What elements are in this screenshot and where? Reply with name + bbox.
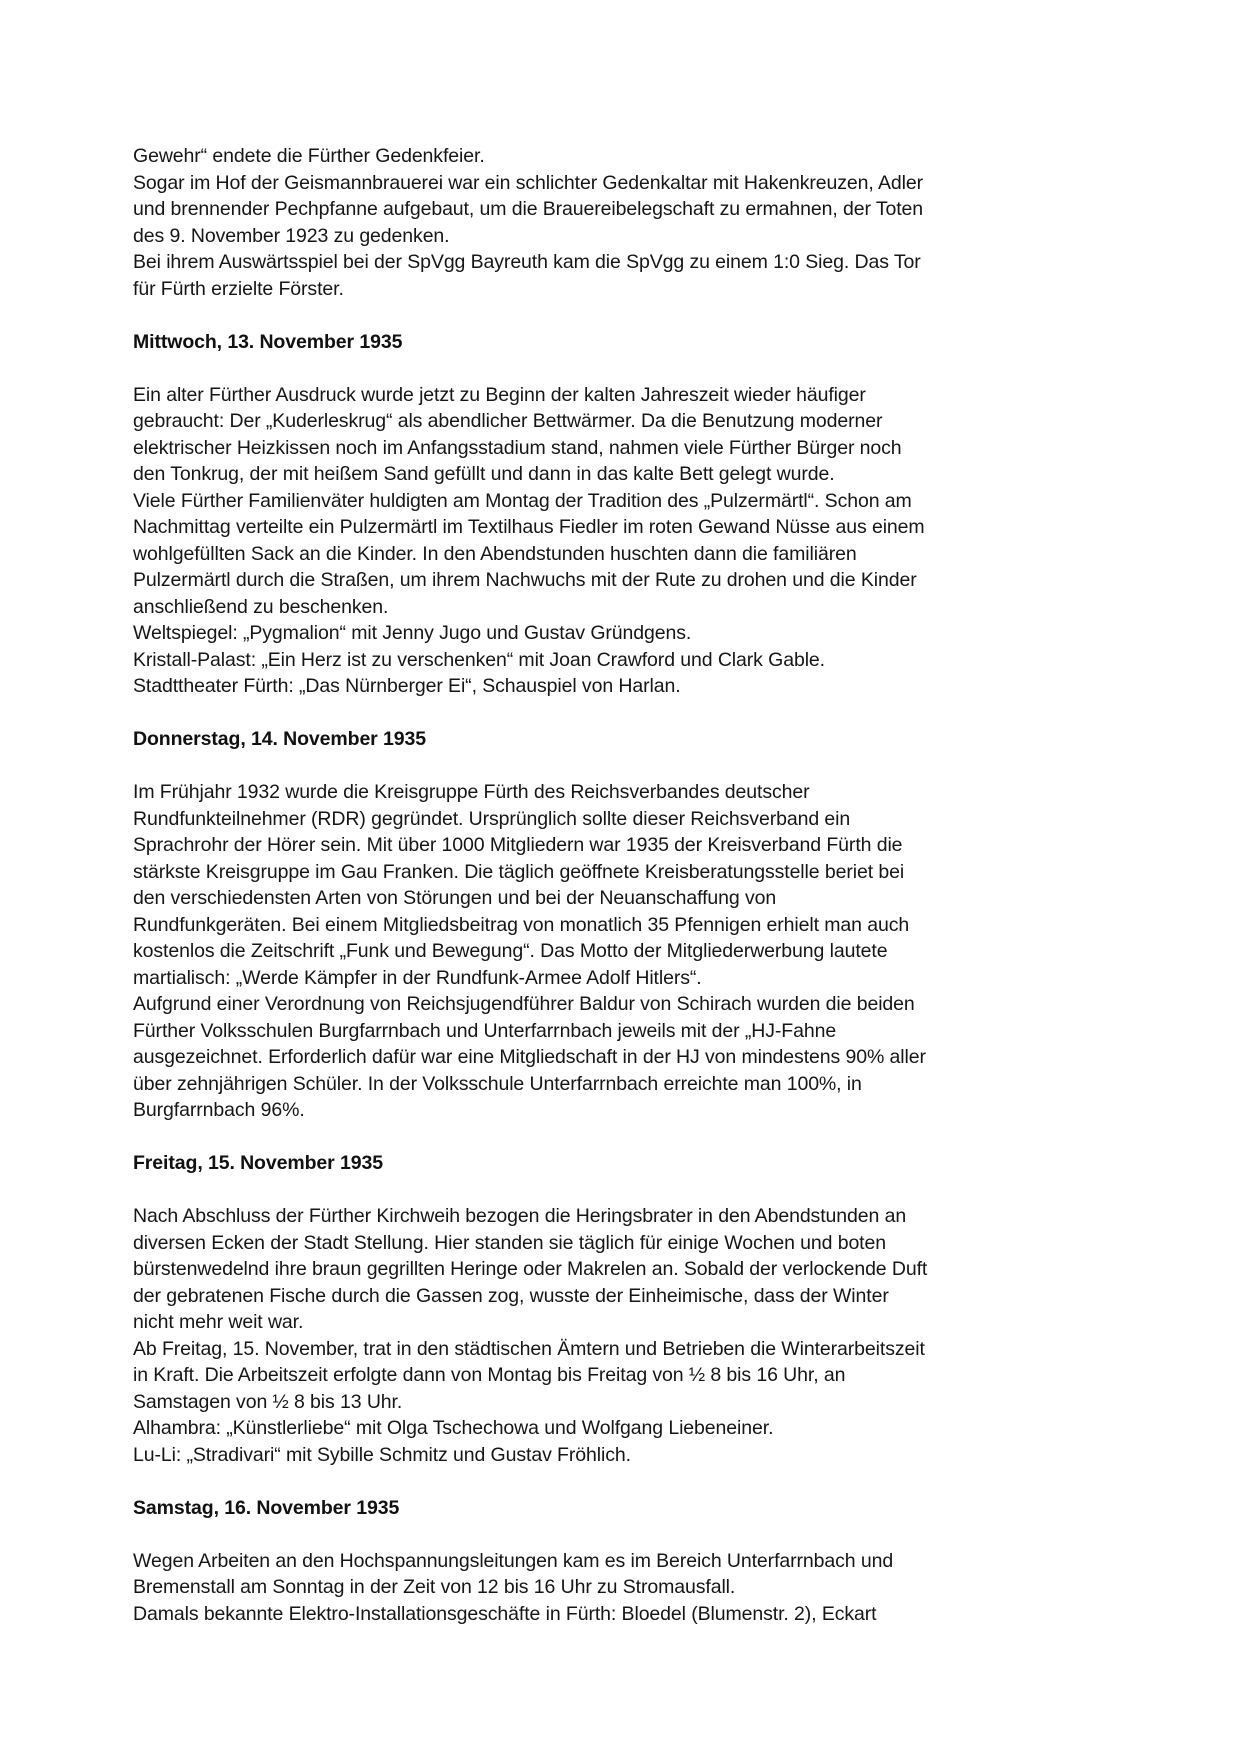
document-text	[133, 143, 1143, 1654]
date-heading: Samstag, 16. November 1935	[133, 1496, 400, 1519]
date-heading: Donnerstag, 14. November 1935	[133, 728, 426, 750]
body-paragraph: Gewehr“ endete die Fürther Gedenkfeier. Sogar im Hof der Geismannbrauerei war ein schlichter Gedenkaltar mit Hakenkreuzen, Adler und brennender Pechpfanne aufgebaut, um die Brauereibelegschaft zu ermahnen, der Toten des 9. November 1923 zu gedenken. Bei ihrem Auswärtsspiel bei der SpVgg Bayreuth kam die SpVgg zu einem 1:0 Sieg. Das Tor für Fürth erzielte Förster.	[133, 145, 924, 300]
body-paragraph: Wegen Arbeiten an den Hochspannungsleitungen kam es im Bereich Unterfarrnbach und Bremenstall am Sonntag in der Zeit von 12 bis 16 Uhr zu Stromausfall. Damals bekannte Elektro-Installationsgeschäfte in Fürth: Bloedel (Blumenstr. 2), Eckart	[133, 1549, 894, 1625]
body-paragraph: Ein alter Fürther Ausdruck wurde jetzt zu Beginn der kalten Jahreszeit wieder häufiger gebraucht: Der „Kuderleskrug“ als abendlicher Bettwärmer. Da die Benutzung moderner elektrischer Heizkissen noch im Anfangsstadium stand, nahmen viele Fürther Bürger noch den Tonkrug, der mit heißem Sand gefüllt und dann in das kalte Bett gelegt wurde. Viele Fürther Familienväter huldigten am Montag der Tradition des „Pulzermärtl“. Schon am Nachmittag verteilte ein Pulzermärtl im Textilhaus Fiedler im roten Gewand Nüsse aus einem wohlgefüllten Sack an die Kinder. In den Abendstunden huschten dann die familiären Pulzermärtl durch die Straßen, um ihrem Nachwuchs mit der Rute zu drohen und die Kinder anschließend zu beschenken. Weltspiegel: „Pygmalion“ mit Jenny Jugo und Gustav Gründgens. Kristall-Palast: „Ein Herz ist zu verschenken“ mit Joan Crawford und Clark Gable. Stadttheater Fürth: „Das Nürnberger Ei“, Schauspiel von Harlan.	[133, 383, 925, 697]
date-heading: Mittwoch, 13. November 1935	[133, 330, 403, 353]
date-heading: Freitag, 15. November 1935	[133, 1152, 383, 1174]
body-paragraph: Im Frühjahr 1932 wurde die Kreisgruppe Fürth des Reichsverbandes deutscher Rundfunkteilnehmer (RDR) gegründet. Ursprünglich sollte dieser Reichsverband ein Sprachrohr der Hörer sein. Mit über 1000 Mitgliedern war 1935 der Kreisverband Fürth die stärkste Kreisgruppe im Gau Franken. Die täglich geöffnete Kreisberatungsstelle beriet bei den verschiedensten Arten von Störungen und bei der Neuanschaffung von Rundfunkgeräten. Bei einem Mitgliedsbeitrag von monatlich 35 Pfennigen erhielt man auch kostenlos die Zeitschrift „Funk und Bewegung“. Das Motto der Mitgliederwerbung lautete martialisch: „Werde Kämpfer in der Rundfunk-Armee Adolf Hitlers“. Aufgrund einer Verordnung von Reichsjugendführer Baldur von Schirach wurden die beiden Fürther Volksschulen Burgfarrnbach und Unterfarrnbach jeweils mit der „HJ-Fahne ausgezeichnet. Erforderlich dafür war eine Mitgliedschaft in der HJ von mindestens 90% aller über zehnjährigen Schüler. In der Volksschule Unterfarrnbach erreichte man 100%, in Burgfarrnbach 96%.	[133, 781, 926, 1121]
body-paragraph: Nach Abschluss der Fürther Kirchweih bezogen die Heringsbrater in den Abendstunden an diversen Ecken der Stadt Stellung. Hier standen sie täglich für einige Wochen und boten bürstenwedelnd ihre braun gegrillten Heringe oder Makrelen an. Sobald der verlockende Duft der gebratenen Fische durch die Gassen zog, wusste der Einheimische, dass der Winter nicht mehr weit war. Ab Freitag, 15. November, trat in den städtischen Ämtern und Betrieben die Winterarbeitszeit in Kraft. Die Arbeitszeit erfolgte dann von Montag bis Freitag von ½ 8 bis 16 Uhr, an Samstagen von ½ 8 bis 13 Uhr. Alhambra: „Künstlerliebe“ mit Olga Tschechowa und Wolfgang Liebeneiner. Lu-Li: „Stradivari“ mit Sybille Schmitz und Gustav Fröhlich.	[133, 1205, 928, 1466]
